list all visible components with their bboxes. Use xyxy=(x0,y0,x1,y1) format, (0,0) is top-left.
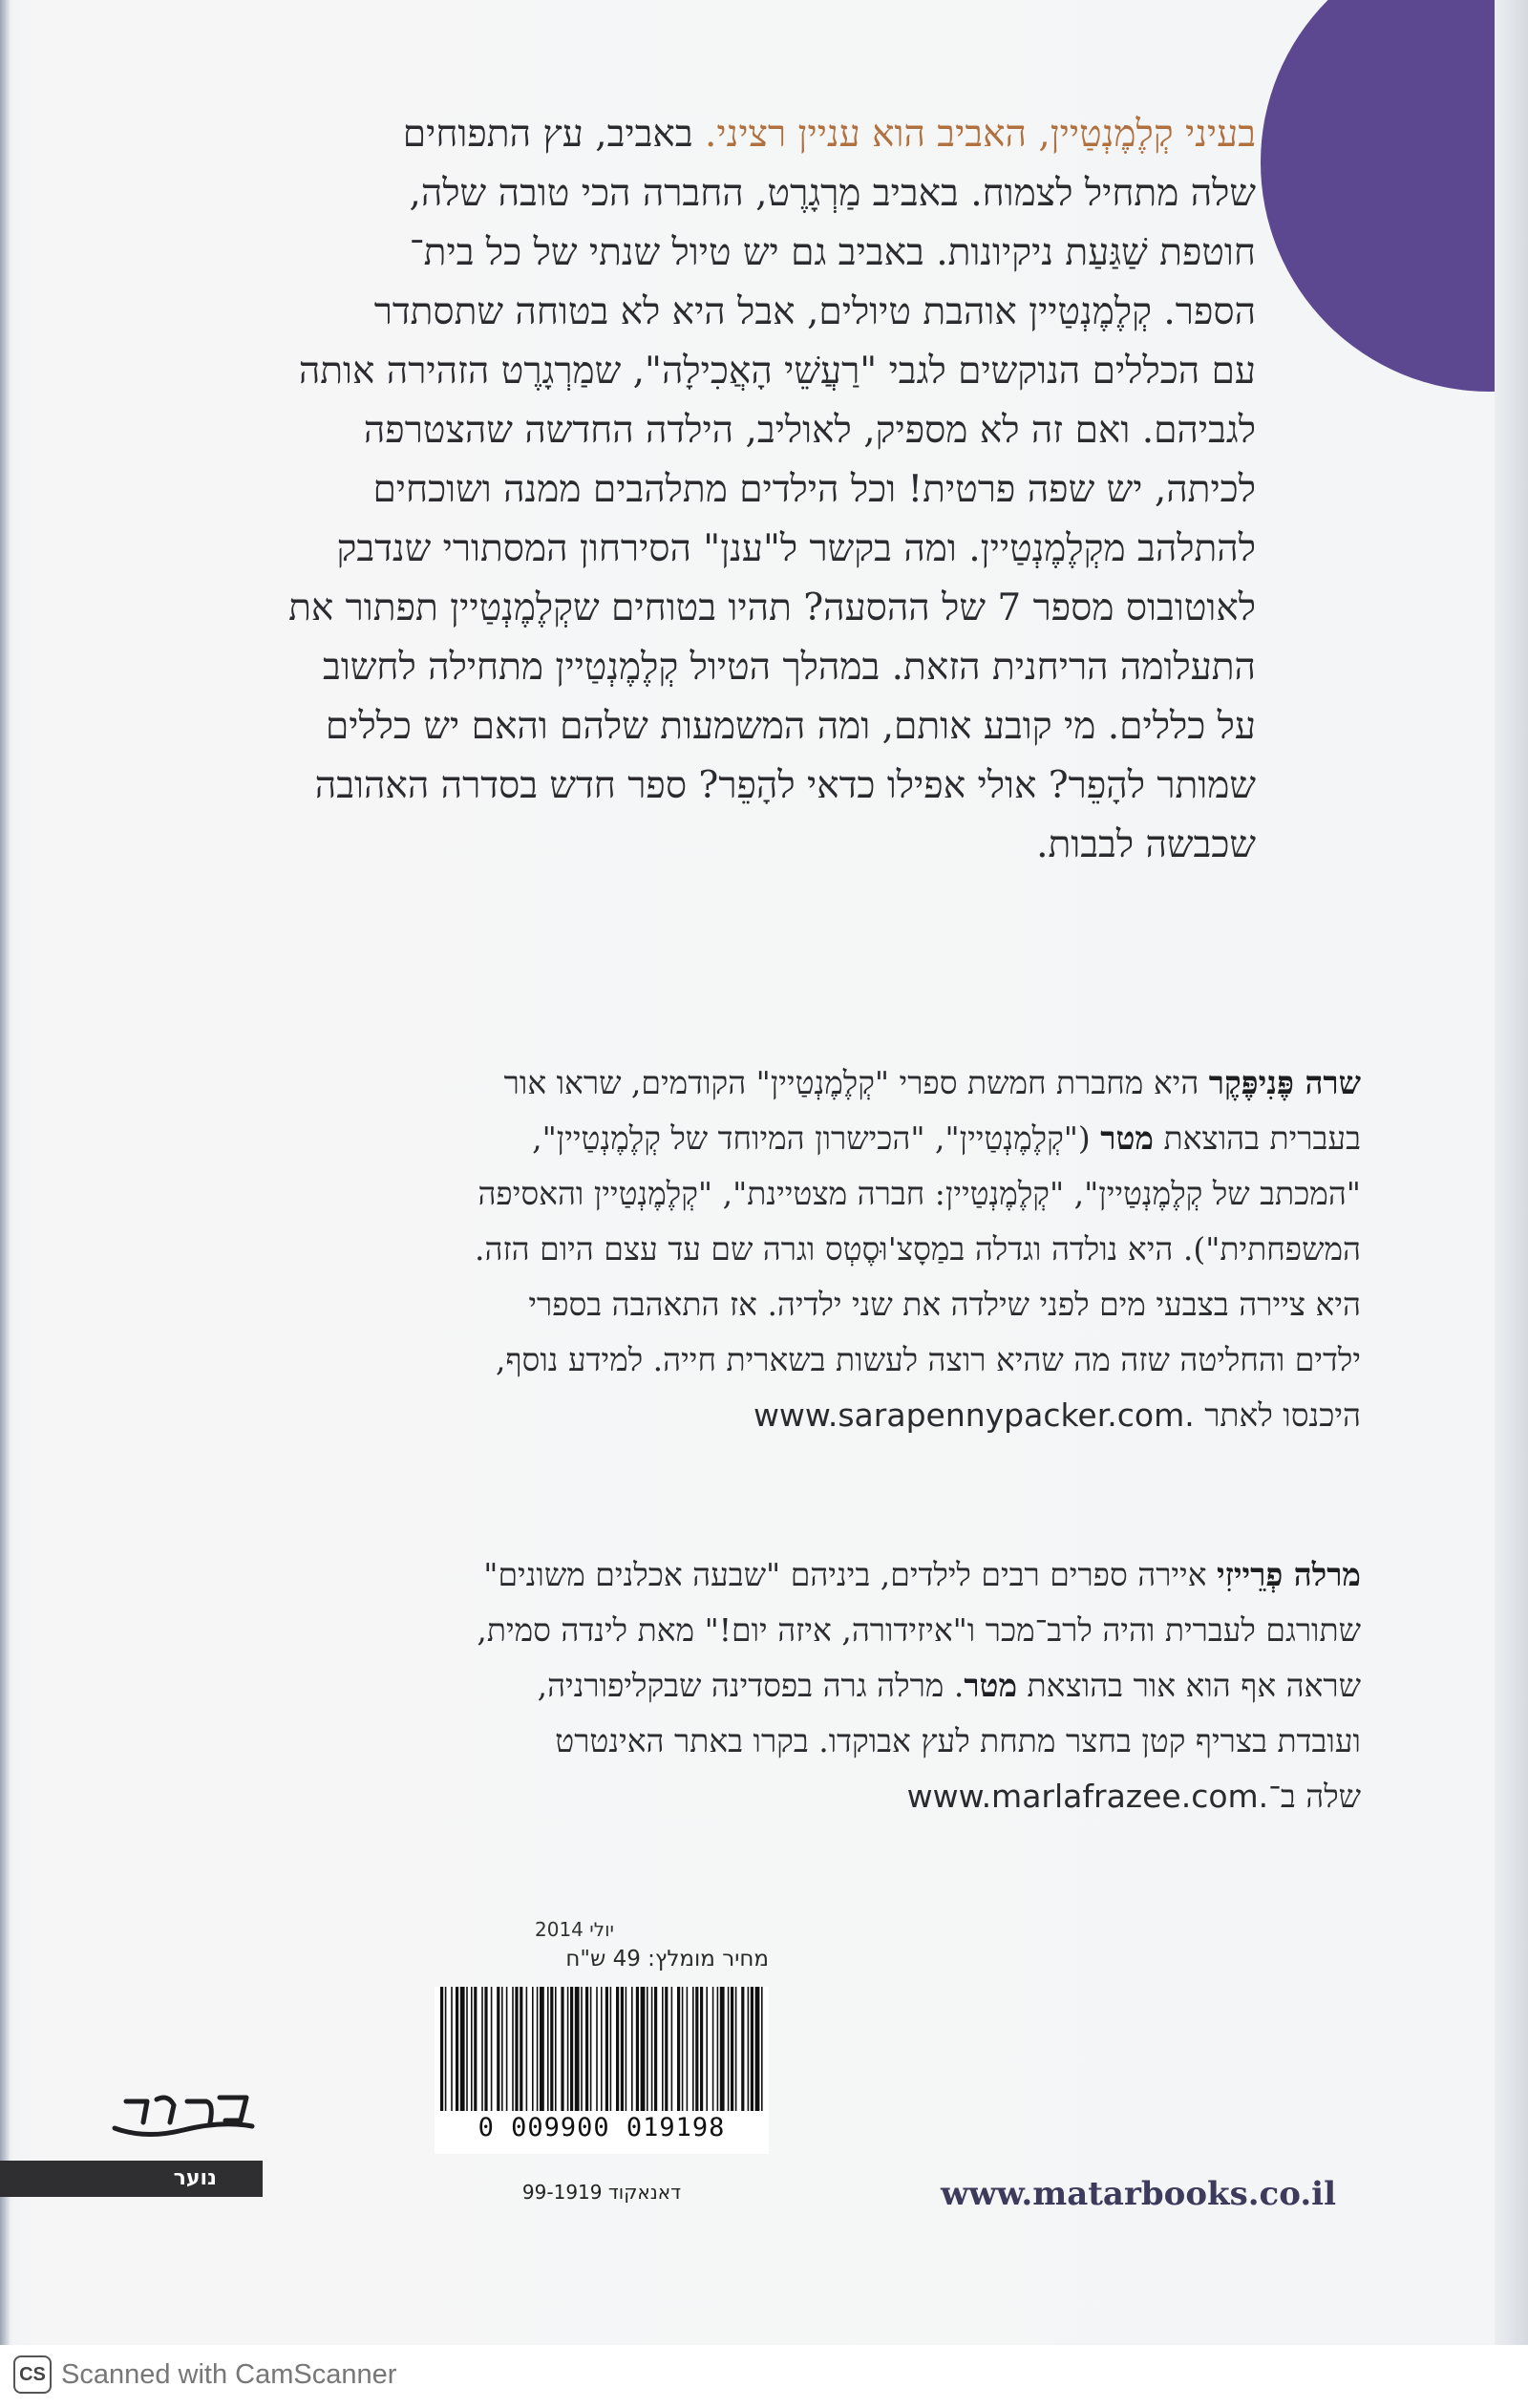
purple-circle-decoration xyxy=(1261,0,1528,392)
barcode-bar xyxy=(491,1987,493,2111)
synopsis-line: עם הכללים הנוקשים לגבי "רַעֲשֵׁי הָאֲכִילָה", שמַרְגָרֶט הזהירה אותה xyxy=(298,350,1256,393)
barcode-bar xyxy=(662,1987,664,2111)
barcode-bar xyxy=(712,1987,714,2111)
barcode-bar xyxy=(671,1987,673,2111)
barcode-bar xyxy=(651,1987,653,2111)
barcode-bar xyxy=(540,1987,544,2111)
synopsis-line: שלה מתחיל לצמוח. באביב מַרְגָרֶט, החברה הכי טובה שלה, xyxy=(409,172,1256,215)
barcode-bar xyxy=(506,1987,508,2111)
barcode-bar xyxy=(700,1987,703,2111)
publication-date: יולי 2014 xyxy=(535,1918,615,1941)
barcode-bars xyxy=(435,1987,769,2111)
author-bio-line: בעברית בהוצאת מטר ("קְלֶמֶנְטַיין", "הכישרון המיוחד של קְלֶמֶנְטַיין", xyxy=(532,1119,1361,1157)
illustrator-bio-line: שלה ב־www.marlafrazee.com. xyxy=(906,1778,1361,1815)
synopsis-line: התעלומה הריחנית הזאת. במהלך הטיול קְלֶמֶנְטַיין מתחילה לחשוב xyxy=(323,646,1256,689)
publisher-name: מטר xyxy=(1100,1119,1154,1157)
barcode-bar xyxy=(748,1987,750,2111)
barcode-bar xyxy=(481,1987,483,2111)
cover-edge-strip xyxy=(1495,0,1528,2345)
barcode-bar xyxy=(647,1987,648,2111)
illustrator-bio-line: ועובדת בצריף קטן בחצר מתחת לעץ אבוקדו. בקרו באתר האינטרט xyxy=(555,1722,1361,1759)
synopsis-line: על כללים. מי קובע אותם, ומה המשמעות שלהם והאם יש כללים xyxy=(325,705,1256,748)
barcode-bar xyxy=(456,1987,458,2111)
barcode-bar xyxy=(567,1987,569,2111)
barcode-bar xyxy=(466,1987,468,2111)
author-bio xyxy=(115,1055,1361,1443)
barcode-bar xyxy=(451,1987,453,2111)
barcode-bar xyxy=(515,1987,518,2111)
barcode-bar xyxy=(532,1987,534,2111)
barcode-bar xyxy=(497,1987,499,2111)
synopsis-line: לאוטובוס מספר 7 של ההסעה? תהיו בטוחים שקְלֶמֶנְטַיין תפתור את xyxy=(288,586,1256,629)
illustrator-bio xyxy=(115,1547,1361,1824)
barcode-bar xyxy=(547,1987,549,2111)
publisher-website[interactable]: www.matarbooks.co.il xyxy=(941,2175,1336,2213)
barcode-bar xyxy=(717,1987,719,2111)
author-bio-line: היכנסו לאתר www.sarapennypacker.com. xyxy=(753,1396,1361,1434)
synopsis-text xyxy=(115,105,1256,875)
barcode-bar xyxy=(631,1987,633,2111)
barcode-bar xyxy=(501,1987,503,2111)
barcode-bar xyxy=(526,1987,528,2111)
barcode-bar xyxy=(687,1987,689,2111)
barcode-bar xyxy=(445,1987,447,2111)
barcode-bar xyxy=(636,1987,639,2111)
author-bio-line: ילדים והחליטה שזה מה שהיא רוצה לעשות בשארית חייה. למידע נוסף, xyxy=(495,1341,1361,1378)
barcode-bar xyxy=(731,1987,733,2111)
publisher-name: מטר xyxy=(964,1667,1018,1704)
barcode-bar xyxy=(590,1987,592,2111)
barcode-bar xyxy=(575,1987,580,2111)
barcode-bar xyxy=(621,1987,624,2111)
synopsis-line: שמותר להָפֵר? אולי אפילו כדאי להָפֵר? ספר חדש בסדרה האהובה xyxy=(314,764,1256,807)
barcode-bar xyxy=(706,1987,708,2111)
author-bio-line: המשפחתית"). היא נולדה וגדלה במַסָצ'וּסֶטְס וגרה שם עד עצם היום הזה. xyxy=(474,1230,1361,1268)
barcode xyxy=(435,1987,769,2154)
barcode-bar xyxy=(555,1987,557,2111)
illustrator-website-link[interactable]: www.marlafrazee.com. xyxy=(906,1778,1269,1815)
illustrator-bio-line: מרלה פְרֵייזִי איירה ספרים רבים לילדים, ביניהם "שבעה אכלנים משונים" xyxy=(483,1556,1361,1593)
barcode-bar xyxy=(605,1987,608,2111)
recommended-price: מחיר מומלץ: 49 ש"ח xyxy=(565,1947,769,1971)
barcode-bar xyxy=(570,1987,573,2111)
synopsis-line: בעיני קְלֶמֶנְטַיין, האביב הוא עניין רציני. באביב, עץ התפוחים xyxy=(402,113,1256,156)
illustrator-bio-line: שתורגם לעברית והיה לרב־מכר ו"איזידורה, איזה יום!" מאת לינדה סמית, xyxy=(477,1611,1361,1649)
synopsis-line: להתלהב מקְלֶמֶנְטַיין. ומה בקשר ל"ענן" הסירחון המסתורי שנדבק xyxy=(336,527,1256,570)
synopsis-line: חוטפת שַׁגַּעַת ניקיונות. באביב גם יש טיול שנתי של כל בית־ xyxy=(409,231,1256,274)
scanner-watermark-text: Scanned with CamScanner xyxy=(61,2359,397,2390)
illustrator-name: מרלה פְרֵייזִי xyxy=(1217,1556,1361,1593)
barcode-bar xyxy=(471,1987,473,2111)
barcode-bar xyxy=(512,1987,514,2111)
barcode-bar xyxy=(677,1987,680,2111)
spine-edge xyxy=(0,0,10,2345)
author-name: שרה פֶּנִיפֶּקֶר xyxy=(1208,1064,1361,1101)
barcode-bar xyxy=(537,1987,539,2111)
barcode-bar xyxy=(695,1987,698,2111)
barcode-bar xyxy=(761,1987,763,2111)
barcode-bar xyxy=(654,1987,657,2111)
barcode-bar xyxy=(692,1987,694,2111)
barcode-number: 0 009900 019198 xyxy=(478,2113,726,2142)
barcode-bar xyxy=(616,1987,619,2111)
author-website-link[interactable]: www.sarapennypacker.com. xyxy=(753,1396,1195,1434)
barcode-bar xyxy=(474,1987,477,2111)
barcode-bar xyxy=(610,1987,612,2111)
camscanner-logo: CS xyxy=(13,2355,52,2394)
barcode-bar xyxy=(682,1987,684,2111)
author-bio-line: "המכתב של קְלֶמֶנְטַיין", "קְלֶמֶנְטַיין: חברה מצטיינת", "קְלֶמֶנְטַיין והאסיפה xyxy=(478,1175,1361,1212)
barcode-bar xyxy=(626,1987,627,2111)
age-category-band: נוער xyxy=(0,2161,263,2197)
barcode-bar xyxy=(596,1987,598,2111)
synopsis-line: הספר. קְלֶמֶנְטַיין אוהבת טיולים, אבל היא לא בטוחה שתסתדר xyxy=(373,290,1256,333)
synopsis-line: לכיתה, יש שפה פרטית! וכל הילדים מתלהבים ממנה ושוכחים xyxy=(372,468,1256,511)
barcode-bar xyxy=(561,1987,563,2111)
barcode-bar xyxy=(581,1987,583,2111)
barcode-bar xyxy=(728,1987,730,2111)
matar-publisher-logo xyxy=(107,2073,260,2149)
barcode-bar xyxy=(520,1987,522,2111)
author-bio-line: היא ציירה בצבעי מים לפני שילדה את שני ילדיה. אז התאהבה בספרי xyxy=(528,1286,1361,1323)
barcode-bar xyxy=(641,1987,646,2111)
barcode-bar xyxy=(735,1987,737,2111)
barcode-bar xyxy=(755,1987,760,2111)
synopsis-line: שכבשה לבבות. xyxy=(1036,823,1256,866)
illustrator-bio-line: שראה אף הוא אור בהוצאת מטר. מרלה גרה בפסדינה שבקליפורניה, xyxy=(537,1667,1361,1704)
barcode-bar xyxy=(751,1987,753,2111)
barcode-bar xyxy=(720,1987,725,2111)
author-bio-line: שרה פֶּנִיפֶּקֶר היא מחברת חמשת ספרי "קְלֶמֶנְטַיין" הקודמים, שראו אור xyxy=(503,1064,1361,1101)
barcode-bar xyxy=(460,1987,465,2111)
synopsis-line: לגביהם. ואם זה לא מספיק, לאוליב, הילדה החדשה שהצטרפה xyxy=(363,409,1256,452)
barcode-bar xyxy=(484,1987,487,2111)
barcode-bar xyxy=(585,1987,588,2111)
barcode-bar xyxy=(550,1987,553,2111)
synopsis-highlight: בעיני קְלֶמֶנְטַיין, האביב הוא עניין רציני. xyxy=(705,113,1256,156)
barcode-bar xyxy=(601,1987,603,2111)
barcode-bar xyxy=(665,1987,668,2111)
barcode-bar xyxy=(741,1987,744,2111)
barcode-bar xyxy=(440,1987,443,2111)
dannacode: דאנאקוד 99-1919 xyxy=(521,2181,682,2204)
